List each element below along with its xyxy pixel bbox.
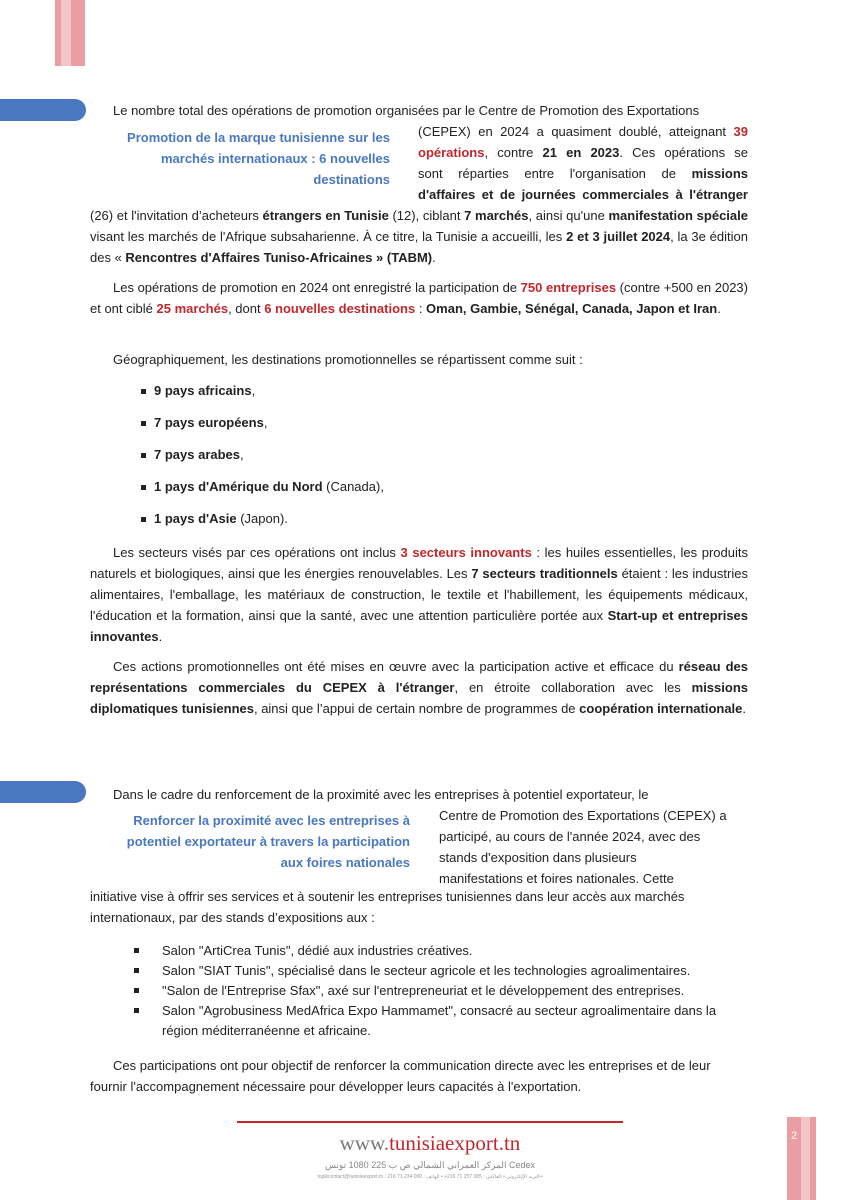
list-item: Salon "Agrobusiness MedAfrica Expo Hammamet", consacré au secteur agroalimentaire dans la région méditerranéenne et africaine. (120, 1001, 740, 1041)
list-item: Salon "SIAT Tunis", spécialisé dans le secteur agricole et les technologies agroalimentaires. (120, 961, 740, 981)
section-tab-marker (0, 99, 86, 121)
list-item: 1 pays d'Asie (Japon). (141, 511, 641, 543)
destinations-list (141, 383, 641, 543)
page-number: 2 (790, 1130, 798, 1142)
section1-paragraph-sectors: Les secteurs visés par ces opérations ont inclus 3 secteurs innovants : les huiles essentielles, les produits naturels et biologiques, ainsi que les énergies renouvelables. Les 7 secteurs traditionnels étaient : les industries alimentaires, l'emballage, les matériaux de construction, le textile et l'habillement, les équipements médicaux, l'éducation et la formation, ainsi que la santé, avec une attention particulière portée aux Start-up et entreprises innovantes. (90, 545, 749, 644)
footer-website[interactable]: www.tunisiaexport.tn (339, 1131, 521, 1155)
section1-continuation: (26) et l'invitation d’acheteurs étrangers en Tunisie (12), ciblant 7 marchés, ainsi qu'une manifestation spéciale visant les marchés de l'Afrique subsaharienne. À ce titre, la Tunisie a accueilli, les 2 et 3 juillet 2024, la 3e édition des « Rencontres d'Affaires Tuniso-Africaines » (TABM). (90, 208, 748, 265)
salons-list (120, 941, 740, 1041)
section2-closing: Ces participations ont pour objectif de renforcer la communication directe avec les entreprises et de leur fournir l'accompagnement nécessaire pour développer leurs capacités à l'exportation. (90, 1058, 711, 1094)
list-item: 1 pays d'Amérique du Nord (Canada), (141, 479, 641, 511)
list-item: Salon "ArtiCrea Tunis", dédié aux industries créatives. (120, 941, 740, 961)
section2-intro: Dans le cadre du renforcement de la proximité avec les entreprises à potentiel exportateur, le (113, 787, 649, 802)
top-decor-bar (55, 0, 85, 66)
list-item: 7 pays européens, (141, 415, 641, 447)
section1-sidebar-title: Promotion de la marque tunisienne sur les marchés internationaux : 6 nouvelles destinations (127, 130, 390, 187)
section1-paragraph-geo: Géographiquement, les destinations promotionnelles se répartissent comme suit : (113, 352, 583, 367)
section2-sidebar-title: Renforcer la proximité avec les entreprises à potentiel exportateur à travers la participation aux foires nationales (126, 813, 410, 870)
section1-right-column: (CEPEX) en 2024 a quasiment doublé, atteignant 39 opérations, contre 21 en 2023. Ces opérations se sont réparties entre l'organisation de missions d'affaires et de journées commerciales à l'étranger (418, 124, 748, 202)
section-tab-marker (0, 781, 86, 803)
list-item: 9 pays africains, (141, 383, 641, 415)
section2-right-column: Centre de Promotion des Exportations (CEPEX) a participé, au cours de l'année 2024, avec des stands d'exposition dans plusieurs manifestations et foires nationales. Cette (439, 808, 727, 886)
section1-intro: Le nombre total des opérations de promotion organisées par le Centre de Promotion des Exportations (113, 103, 700, 118)
list-item: 7 pays arabes, (141, 447, 641, 479)
list-item: "Salon de l'Entreprise Sfax", axé sur l'entrepreneuriat et le développement des entreprises. (120, 981, 740, 1001)
section2-continuation: initiative vise à offrir ses services et à soutenir les entreprises tunisiennes dans leur accès aux marchés internationaux, par des stands d’expositions aux : (90, 889, 685, 925)
footer-divider (237, 1121, 623, 1123)
section1-paragraph-participation: Les opérations de promotion en 2024 ont enregistré la participation de 750 entreprises (contre +500 en 2023) et ont ciblé 25 marchés, dont 6 nouvelles destinations : Oman, Gambie, Sénégal, Canada, Japon et Iran. (90, 280, 748, 316)
footer-contacts: topikcontact@tunisiaexport.tn : البريد الإلكتروني • الفاكس : 385 257 71 216+ • الهاتف : 000 234 71 216+ (317, 1174, 543, 1180)
footer-address: المركز العمراني الشمالي ص ب 225 1080 تونس Cedex (325, 1160, 535, 1170)
section1-paragraph-network: Ces actions promotionnelles ont été mises en œuvre avec la participation active et efficace du réseau des représentations commerciales du CEPEX à l'étranger, en étroite collaboration avec les missions diplomatiques tunisiennes, ainsi que l’appui de certain nombre de programmes de coopération internationale. (90, 659, 749, 716)
